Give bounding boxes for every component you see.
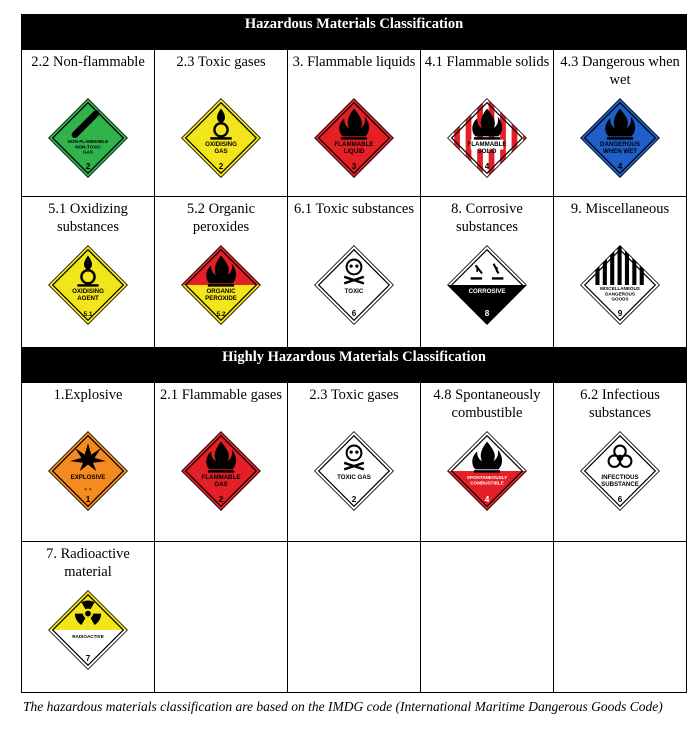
hazard-table — [21, 14, 687, 693]
class-cell-4-1 — [421, 50, 554, 197]
sign-text: COMBUSTIBLE — [470, 480, 504, 486]
class-cell-2-2 — [22, 50, 155, 197]
class-label: 5.1 Oxidizing substances — [48, 201, 128, 235]
section-title-highly-hazardous: Highly Hazardous Materials Classification — [22, 348, 687, 383]
empty-cell — [155, 542, 288, 693]
class-number: 4 — [484, 162, 490, 172]
hazard-sign-non-flammable-gas — [47, 97, 129, 179]
class-cell-4-3 — [554, 50, 687, 197]
class-cell-1 — [22, 383, 155, 542]
class-number: 2 — [351, 495, 357, 505]
section-title-hazardous: Hazardous Materials Classification — [22, 15, 687, 50]
section-header-row — [22, 15, 687, 50]
class-number: 9 — [617, 309, 623, 319]
sign-text: GAS — [214, 481, 228, 489]
hazard-sign-oxidising-agent — [47, 244, 129, 326]
section-header-row — [22, 348, 687, 383]
table-row — [22, 542, 687, 693]
class-cell-4-8 — [421, 383, 554, 542]
sign-text: SOLID — [477, 148, 497, 156]
class-cell-5-1 — [22, 197, 155, 348]
class-cell-2-3 — [155, 50, 288, 197]
hazard-sign-dangerous-when-wet — [579, 97, 661, 179]
sign-text: ORGANIC — [206, 288, 236, 296]
empty-cell — [554, 542, 687, 693]
class-cell-5-2 — [155, 197, 288, 348]
sign-text: RADIOACTIVE — [72, 634, 104, 640]
class-number: 5.2 — [216, 311, 226, 319]
class-number: 7 — [85, 654, 91, 664]
sign-text: GOODS — [611, 296, 629, 302]
hazard-sign-flammable-gas — [180, 430, 262, 512]
sign-text: CORROSIVE — [468, 288, 506, 296]
class-label: 6.2 Infectious substances — [580, 387, 660, 421]
hazard-sign-miscellaneous — [579, 244, 661, 326]
class-number: 4 — [484, 495, 490, 505]
table-row — [22, 197, 687, 348]
sign-text: INFECTIOUS — [601, 474, 639, 482]
class-label: 2.1 Flammable gases — [159, 387, 283, 403]
class-cell-6-2 — [554, 383, 687, 542]
class-label: 6.1 Toxic substances — [294, 201, 414, 217]
sign-text: DANGEROUS — [605, 291, 635, 297]
class-number: 2 — [218, 495, 224, 505]
class-cell-3 — [288, 50, 421, 197]
class-number: 6 — [351, 309, 357, 319]
class-label: 5.2 Organic peroxides — [186, 201, 256, 235]
sign-text: WHEN WET — [602, 148, 638, 156]
class-label: 3. Flammable liquids — [292, 54, 416, 70]
class-label: 2.3 Toxic gases — [176, 54, 266, 70]
class-label: 1.Explosive — [53, 387, 123, 403]
sign-stars: * * — [84, 487, 92, 495]
hazard-sign-radioactive — [47, 589, 129, 671]
sign-text: FLAMMABLE — [201, 474, 241, 482]
class-cell-2-3-toxic — [288, 383, 421, 542]
sign-text: TOXIC — [344, 288, 364, 296]
class-number: 1 — [85, 495, 91, 505]
hazard-sign-flammable-liquid — [313, 97, 395, 179]
hazard-sign-explosive — [47, 430, 129, 512]
sign-text: NON-TOXIC — [75, 144, 101, 150]
class-label: 4.1 Flammable solids — [424, 54, 550, 70]
class-label: 7. Radioactive material — [46, 546, 130, 580]
sign-text: GAS — [83, 149, 93, 155]
sign-text: PEROXIDE — [205, 295, 237, 303]
class-cell-8 — [421, 197, 554, 348]
class-number: 6 — [617, 495, 623, 505]
table-caption: The hazardous materials classification are based on the IMDG code (International Maritime Dangerous Goods Code) — [23, 699, 663, 714]
sign-text: GAS — [214, 148, 228, 156]
hazard-sign-corrosive — [446, 244, 528, 326]
class-cell-6-1 — [288, 197, 421, 348]
class-cell-2-1 — [155, 383, 288, 542]
class-number: 2 — [85, 162, 91, 172]
hazard-sign-flammable-solid — [446, 97, 528, 179]
class-label: 4.3 Dangerous when wet — [560, 54, 680, 88]
empty-cell — [421, 542, 554, 693]
sign-text: DANGEROUS — [600, 141, 640, 149]
class-cell-7 — [22, 542, 155, 693]
class-number: 2 — [218, 162, 224, 172]
sign-text: SPONTANEOUSLY — [466, 475, 508, 481]
class-label: 2.2 Non-flammable — [31, 54, 145, 70]
sign-text: EXPLOSIVE — [70, 474, 106, 482]
class-number: 5.1 — [83, 311, 93, 319]
class-label: 9. Miscellaneous — [570, 201, 670, 217]
sign-text: FLAMMABLE — [467, 141, 507, 149]
class-number: 4 — [617, 162, 623, 172]
table-row — [22, 383, 687, 542]
sign-text: AGENT — [77, 295, 99, 303]
class-label: 8. Corrosive substances — [451, 201, 523, 235]
sign-text: SUBSTANCE — [601, 481, 639, 489]
class-label: 2.3 Toxic gases — [309, 387, 399, 403]
hazard-sign-toxic-gas — [313, 430, 395, 512]
class-label: 4.8 Spontaneously combustible — [433, 387, 541, 421]
sign-text: TOXIC GAS — [337, 474, 371, 482]
table-row — [22, 50, 687, 197]
class-number: 8 — [484, 309, 490, 319]
empty-cell — [288, 542, 421, 693]
sign-text: OXIDISING — [205, 141, 237, 149]
class-cell-9 — [554, 197, 687, 348]
hazard-sign-organic-peroxide — [180, 244, 262, 326]
sign-text: MISCELLANEOUS — [600, 285, 640, 291]
hazard-sign-toxic — [313, 244, 395, 326]
sign-text: LIQUID — [343, 148, 365, 156]
hazard-sign-spontaneously-combustible — [446, 430, 528, 512]
hazard-sign-infectious — [579, 430, 661, 512]
sign-text: NON-FLAMMABLE — [67, 138, 109, 144]
hazard-sign-oxidising-gas — [180, 97, 262, 179]
sign-text: OXIDISING — [72, 288, 104, 296]
class-number: 3 — [351, 162, 357, 172]
sign-text: FLAMMABLE — [334, 141, 374, 149]
